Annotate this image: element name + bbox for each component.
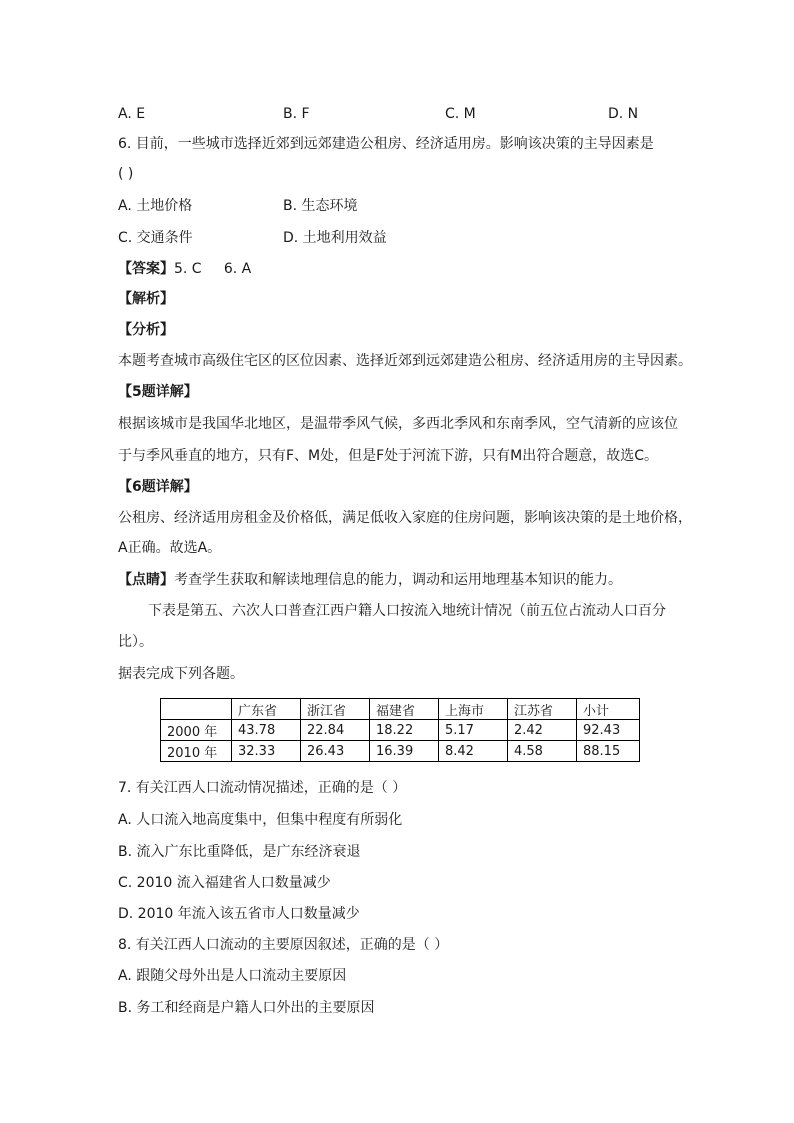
- table-header-cell: 广东省: [232, 699, 301, 720]
- table-cell: 2010 年: [161, 741, 232, 762]
- table-cell: 2.42: [508, 720, 577, 741]
- fenxi-heading: 【分析】: [118, 322, 174, 338]
- table-cell: 8.42: [439, 741, 508, 762]
- q6-question-blank: ( ): [118, 166, 134, 182]
- table-header-cell: 江苏省: [508, 699, 577, 720]
- table-row: [161, 720, 640, 741]
- q7-question: 7. 有关江西人口流动情况描述，正确的是（ ）: [118, 780, 407, 796]
- answer-label: 【答案】: [118, 261, 174, 277]
- detail6-heading: 【6题详解】: [118, 479, 198, 495]
- table-cell: 16.39: [370, 741, 439, 762]
- table-header-cell: [161, 699, 232, 720]
- fenxi-text: 本题考查城市高级住宅区的区位因素、选择近郊到远郊建造公租房、经济适用房的主导因素。: [118, 353, 692, 369]
- table-cell: 18.22: [370, 720, 439, 741]
- q6-option-d: D. 土地利用效益: [283, 230, 387, 246]
- comment-label: 【点睛】: [118, 572, 174, 588]
- detail5-heading: 【5题详解】: [118, 384, 198, 400]
- q7-option-b: B. 流入广东比重降低，是广东经济衰退: [118, 844, 361, 860]
- q6-question: 6. 目前，一些城市选择近郊到远郊建造公租房、经济适用房。影响该决策的主导因素是: [118, 136, 654, 152]
- intro-line1: 下表是第五、六次人口普查江西户籍人口按流入地统计情况（前五位占流动人口百分: [148, 603, 666, 619]
- table-header-cell: 小计: [577, 699, 640, 720]
- population-table: [160, 698, 640, 762]
- q5-option-c: C. M: [445, 106, 476, 122]
- q5-option-d: D. N: [608, 106, 639, 122]
- table-row: [161, 741, 640, 762]
- table-cell: 92.43: [577, 720, 640, 741]
- table-cell: 2000 年: [161, 720, 232, 741]
- detail5-line1: 根据该城市是我国华北地区，是温带季风气候，多西北季风和东南季风，空气清新的应该位: [118, 416, 678, 432]
- detail5-line2: 于与季风垂直的地方，只有F、M处，但是F处于河流下游，只有M出符合题意，故选C。: [118, 448, 659, 464]
- analysis-heading: 【解析】: [118, 291, 174, 307]
- table-cell: 4.58: [508, 741, 577, 762]
- intro-line3: 据表完成下列各题。: [118, 666, 244, 682]
- q5-option-a: A. E: [118, 106, 146, 122]
- q7-option-d: D. 2010 年流入该五省市人口数量减少: [118, 906, 360, 922]
- q5-option-b: B. F: [283, 106, 310, 122]
- q6-option-c: C. 交通条件: [118, 230, 193, 246]
- q8-option-a: A. 跟随父母外出是人口流动主要原因: [118, 968, 347, 984]
- intro-line2: 比）。: [118, 634, 153, 650]
- table-header-row: [161, 699, 640, 720]
- detail6-line2: A正确。故选A。: [118, 540, 222, 556]
- table-cell: 5.17: [439, 720, 508, 741]
- answer-text: 5. C 6. A: [174, 261, 252, 277]
- q8-option-b: B. 务工和经商是户籍人口外出的主要原因: [118, 1000, 375, 1016]
- table-header-cell: 福建省: [370, 699, 439, 720]
- table-cell: 32.33: [232, 741, 301, 762]
- table-header-cell: 浙江省: [301, 699, 370, 720]
- table-cell: 22.84: [301, 720, 370, 741]
- q7-option-a: A. 人口流入地高度集中，但集中程度有所弱化: [118, 812, 403, 828]
- table-header-cell: 上海市: [439, 699, 508, 720]
- detail6-line1: 公租房、经济适用房租金及价格低，满足低收入家庭的住房问题，影响该决策的是土地价格，: [118, 510, 692, 526]
- comment-line: [118, 570, 678, 590]
- comment-text: 考查学生获取和解读地理信息的能力，调动和运用地理基本知识的能力。: [174, 572, 622, 588]
- table-cell: 88.15: [577, 741, 640, 762]
- table-cell: 26.43: [301, 741, 370, 762]
- table-cell: 43.78: [232, 720, 301, 741]
- q6-option-b: B. 生态环境: [283, 198, 358, 214]
- q7-option-c: C. 2010 流入福建省人口数量减少: [118, 875, 331, 891]
- answer-line: [118, 259, 678, 279]
- q8-question: 8. 有关江西人口流动的主要原因叙述，正确的是（ ）: [118, 937, 449, 953]
- q6-option-a: A. 土地价格: [118, 198, 193, 214]
